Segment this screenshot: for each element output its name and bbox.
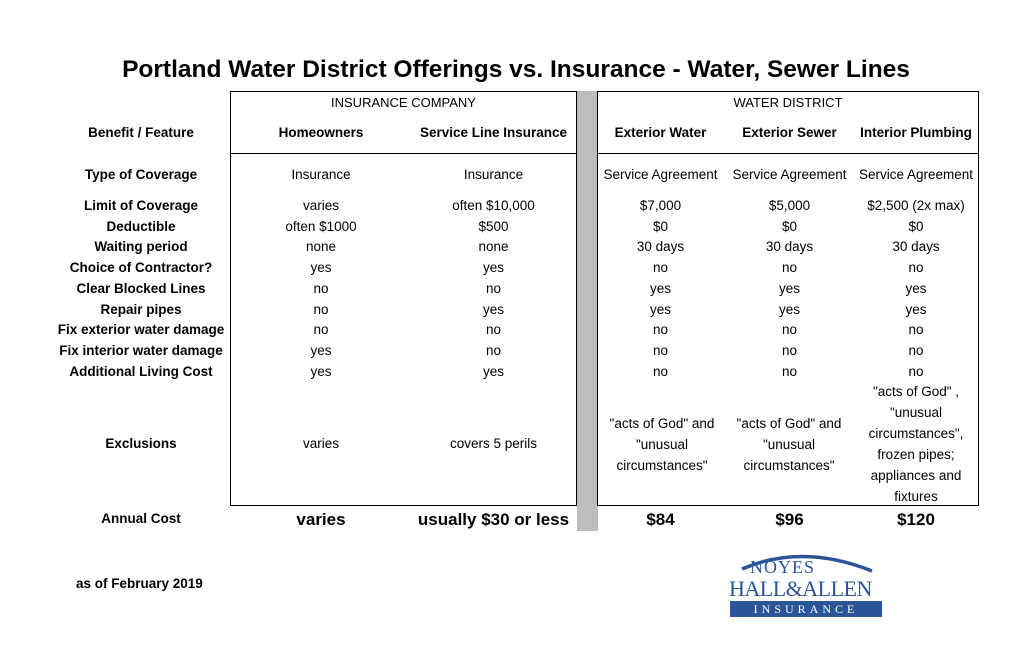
column-header-homeowners: Homeowners — [278, 125, 364, 140]
row-label: Waiting period — [94, 239, 188, 254]
annual-cost-exterior-sewer: $96 — [775, 510, 804, 529]
table-cell: 30 days — [765, 239, 814, 254]
row-label: Choice of Contractor? — [69, 260, 213, 275]
table-cell: $7,000 — [639, 198, 682, 213]
table-cell: $5,000 — [768, 198, 811, 213]
annual-cost-interior-plumbing: $120 — [897, 510, 935, 529]
table-cell: Service Agreement — [732, 167, 847, 182]
table-cell: $0 — [652, 219, 669, 234]
table-cell: no — [652, 364, 669, 379]
table-cell: yes — [905, 281, 927, 296]
table-cell: no — [485, 322, 502, 337]
exclusions-interior-plumbing: "acts of God" , "unusual circumstances", frozen pipes; appliances and fixtures — [868, 384, 964, 504]
table-cell: yes — [310, 364, 332, 379]
table-cell: yes — [778, 302, 800, 317]
table-cell: yes — [310, 260, 332, 275]
exclusions-exterior-water: "acts of God" and "unusual circumstances" — [609, 416, 715, 473]
table-cell: yes — [649, 281, 671, 296]
table-cell: no — [781, 322, 798, 337]
column-header-exterior-sewer: Exterior Sewer — [742, 125, 837, 140]
company-logo — [722, 545, 887, 620]
exclusions-homeowners: varies — [302, 436, 339, 451]
logo-line3: INSURANCE — [753, 602, 859, 616]
table-cell: Service Agreement — [603, 167, 718, 182]
exclusions-service-line: covers 5 perils — [449, 436, 538, 451]
table-cell: no — [652, 322, 669, 337]
row-label: Fix exterior water damage — [57, 322, 225, 337]
column-separator — [577, 91, 598, 531]
annual-cost-exterior-water: $84 — [646, 510, 675, 529]
row-label: Clear Blocked Lines — [76, 281, 206, 296]
header-divider-left — [230, 153, 577, 154]
table-cell: Service Agreement — [858, 167, 974, 182]
group-header-water-district: WATER DISTRICT — [733, 95, 843, 110]
table-cell: $2,500 (2x max) — [867, 198, 965, 213]
table-cell: no — [652, 343, 669, 358]
page-title: Portland Water District Offerings vs. Insurance - Water, Sewer Lines — [122, 56, 910, 83]
table-cell: yes — [482, 260, 504, 275]
table-cell: no — [908, 260, 924, 275]
column-header-service-line: Service Line Insurance — [419, 125, 568, 140]
table-cell: none — [478, 239, 509, 254]
table-cell: no — [908, 343, 924, 358]
table-cell: no — [781, 343, 798, 358]
table-cell: Insurance — [463, 167, 524, 182]
table-cell: $0 — [781, 219, 798, 234]
table-cell: $500 — [478, 219, 509, 234]
column-header-exterior-water: Exterior Water — [614, 125, 707, 140]
table-cell: no — [908, 364, 924, 379]
table-cell: yes — [649, 302, 671, 317]
logo-line1: NOYES — [750, 557, 816, 577]
exclusions-exterior-sewer: "acts of God" and "unusual circumstances" — [736, 416, 842, 473]
table-cell: yes — [310, 343, 332, 358]
table-cell: 30 days — [892, 239, 940, 254]
annual-cost-service-line: usually $30 or less — [417, 510, 570, 529]
row-label: Deductible — [106, 219, 176, 234]
table-cell: $0 — [908, 219, 924, 234]
table-cell: varies — [302, 198, 339, 213]
table-cell: no — [313, 322, 329, 337]
table-cell: yes — [778, 281, 800, 296]
table-cell: often $10,000 — [452, 198, 535, 213]
table-cell: no — [313, 281, 329, 296]
table-cell: 30 days — [636, 239, 685, 254]
table-cell: no — [652, 260, 669, 275]
table-cell: no — [908, 322, 924, 337]
table-cell: no — [781, 364, 798, 379]
column-header-feature: Benefit / Feature — [88, 125, 194, 140]
table-cell: no — [485, 281, 502, 296]
row-label: Fix interior water damage — [59, 343, 223, 358]
row-label: Type of Coverage — [84, 167, 198, 182]
row-label: Limit of Coverage — [83, 198, 199, 213]
header-divider-right — [597, 153, 979, 154]
annual-cost-homeowners: varies — [296, 510, 346, 529]
row-label: Repair pipes — [100, 302, 182, 317]
group-header-insurance: INSURANCE COMPANY — [331, 95, 476, 110]
logo-line2: HALL&ALLEN — [729, 576, 872, 601]
table-cell: yes — [905, 302, 927, 317]
footer-date-note: as of February 2019 — [76, 576, 203, 591]
row-label-exclusions: Exclusions — [105, 436, 177, 451]
row-label-annual-cost: Annual Cost — [101, 511, 181, 526]
column-header-interior-plumbing: Interior Plumbing — [860, 125, 972, 140]
row-label: Additional Living Cost — [69, 364, 213, 379]
table-cell: yes — [482, 364, 504, 379]
table-cell: yes — [482, 302, 504, 317]
table-cell: Insurance — [291, 167, 351, 182]
table-cell: none — [305, 239, 337, 254]
table-cell: no — [313, 302, 329, 317]
table-cell: often $1000 — [285, 219, 357, 234]
table-cell: no — [485, 343, 502, 358]
table-cell: no — [781, 260, 798, 275]
